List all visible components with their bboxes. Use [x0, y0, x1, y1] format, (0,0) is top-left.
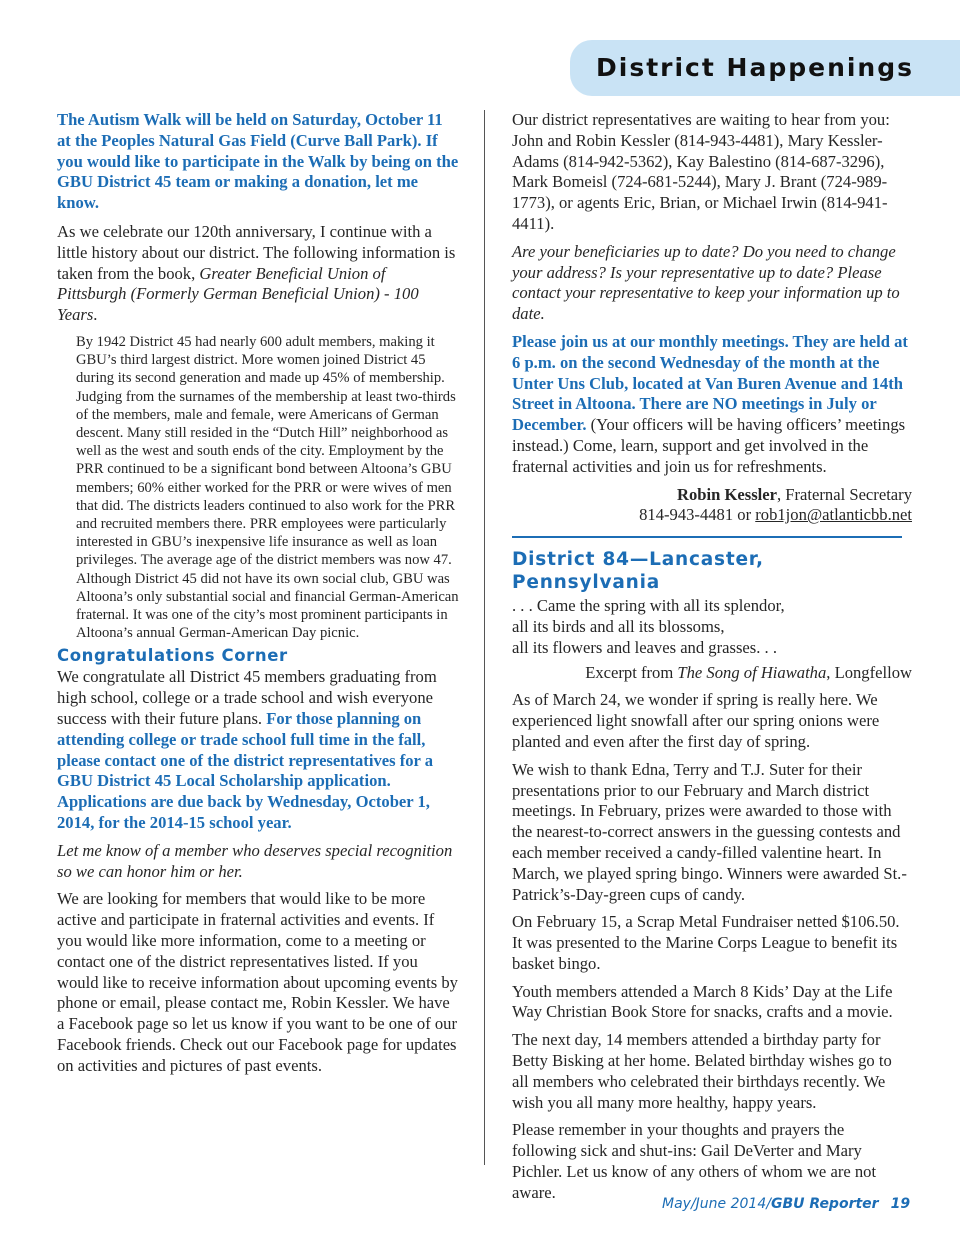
birthday-paragraph: The next day, 14 members attended a birthday party for Betty Bisking at her home. Belated birthday wishes go to all members who celebrated their birthdays recently. We wish you all many more healthy, happy years.	[512, 1030, 892, 1112]
column-divider	[484, 110, 485, 1165]
attribution-author: , Longfellow	[826, 662, 912, 682]
prayers-paragraph: Please remember in your thoughts and prayers the following sick and shut-ins: Gail DeVerter and Mary Pichler. Let us know of any others of whom we are not aware.	[512, 1120, 877, 1202]
left-column	[57, 110, 459, 1084]
congratulations-text	[57, 667, 459, 833]
page-number: 19	[890, 1196, 911, 1212]
book-title: Greater Beneficial Union of Pittsburgh (Formerly German Beneficial Union) - 100 Years	[57, 263, 419, 325]
page-footer	[662, 1196, 910, 1212]
autism-walk-notice: The Autism Walk will be held on Saturday, October 11 at the Peoples Natural Gas Field (Curve Ball Park). If you would like to participate in the Walk by being on the GBU District 45 team or making a donation, let me know.	[57, 110, 459, 213]
signature-name: Robin Kessler	[676, 484, 777, 504]
meetings-detail: (Your officers will be having officers’ meetings instead.) Come, learn, support and get involved in the fraternal activities and join us for refreshments.	[512, 415, 906, 476]
congratulations-heading: Congratulations Corner	[57, 646, 288, 666]
right-column	[512, 110, 912, 1211]
attribution-prefix: Excerpt from	[585, 662, 678, 682]
poem-line: . . . Came the spring with all its splendor,	[512, 596, 785, 616]
recognition-note: Let me know of a member who deserves special recognition so we can honor him or her.	[57, 840, 453, 881]
footer-publication: GBU Reporter	[770, 1196, 879, 1212]
footer-issue: May/June 2014/	[662, 1196, 771, 1212]
beneficiaries-note: Are your beneficiaries up to date? Do you need to change your address? Is your representative up to date? Please contact your representative to keep your information up to date.	[512, 241, 900, 324]
section-divider	[512, 536, 902, 538]
history-end: .	[93, 305, 98, 325]
history-intro	[57, 222, 459, 326]
thanks-paragraph: We wish to thank Edna, Terry and T.J. Suter for their presentations prior to our February and March district meetings. In February, prizes were awarded to those with the nearest-to-correct answers in the guessing contests and each member received a candy-filled valentine heart. In March, we played spring bingo. Winners were awarded St.-Patrick’s-Day-green cups of candy.	[512, 759, 907, 904]
signature	[512, 485, 912, 527]
poem-line: all its flowers and leaves and grasses. . .	[512, 637, 777, 657]
participation-text: We are looking for members that would like to be more active and participate in fraternal activities and events. If you would like more information, come to a meeting or contact one of the district representatives listed. If you would like to receive information about upcoming events by phone or email, please contact me, Robin Kessler. We have a Facebook page so let us know if you want to be one of our Facebook friends. Check out our Facebook page for updates on activities and pictures of past events.	[57, 889, 458, 1075]
history-lead: As we celebrate our 120th anniversary, I continue with a little history about our district. The following information is taken from the book,	[57, 221, 456, 283]
signature-title: , Fraternal Secretary	[777, 484, 912, 504]
meetings-text	[512, 332, 912, 478]
poem-excerpt	[512, 596, 912, 658]
section-title: District Happenings	[596, 53, 915, 82]
district-84-heading: District 84—Lancaster, Pennsylvania	[512, 549, 764, 594]
signature-email-link[interactable]: rob1jon@atlanticbb.net	[755, 505, 912, 525]
fundraiser-paragraph: On February 15, a Scrap Metal Fundraiser netted $106.50. It was presented to the Marine Corps League to benefit its basket bingo.	[512, 912, 900, 973]
signature-phone: 814-943-4481 or	[639, 505, 756, 525]
meetings-notice: Please join us at our monthly meetings. They are held at 6 p.m. on the second Wednesday of the month at the Unter Uns Club, located at Van Buren Avenue and 14th Street in Altoona. There are NO meetings in July or December.	[512, 331, 908, 435]
representatives-list: Our district representatives are waiting to hear from you: John and Robin Kessler (814-943-4481), Mary Kessler-Adams (814-942-5362), Kay Balestino (814-687-3296), Mark Bomeisl (724-681-5244), Mary J. Brant (724-989-1773), or agents Eric, Brian, or Michael Irwin (814-941-4411).	[512, 110, 890, 233]
congrats-intro: We congratulate all District 45 members graduating from high school, college or a trade school and wish everyone success with their future plans.	[57, 667, 437, 729]
attribution-title: The Song of Hiawatha	[677, 662, 827, 682]
scholarship-notice: For those planning on attending college or trade school full time in the fall, please contact one of the district representatives for a GBU District 45 Local Scholarship application. Applications are due back by Wednesday, October 1, 2014, for the 2014-15 school year.	[57, 709, 434, 832]
history-excerpt: By 1942 District 45 had nearly 600 adult members, making it GBU’s third largest district. More women joined District 45 during its second generation and made up 45% of membership. Judging from the surnames of the membership at least two-thirds of the members, male and female, were Americans of German descent. Many still resided in the “Dutch Hill” neighborhood as well as the west and south ends of the city. Employment by the PRR continued to be a significant bond between Altoona’s GBU members; 60% either worked for the PRR or were wives of men that did. The districts leaders continued to also work for the PRR and recruited members there. PRR employees were particularly interested in GBU’s inexpensive life insurance as well as loan privileges. The average age of the district members was now 47. Although District 45 did not have its own social club, GBU was Altoona’s only substantial social and financial German-American fraternal. It was one of the city’s most prominent participants in Altoona’s annual German-American Day picnic.	[76, 333, 459, 642]
poem-attribution	[512, 663, 912, 684]
spring-paragraph: As of March 24, we wonder if spring is really here. We experienced light snowfall after our spring onions were planted and even after the first day of spring.	[512, 690, 880, 751]
poem-line: all its birds and all its blossoms,	[512, 616, 725, 636]
youth-paragraph: Youth members attended a March 8 Kids’ Day at the Life Way Christian Book Store for snacks, crafts and a movie.	[512, 981, 893, 1022]
